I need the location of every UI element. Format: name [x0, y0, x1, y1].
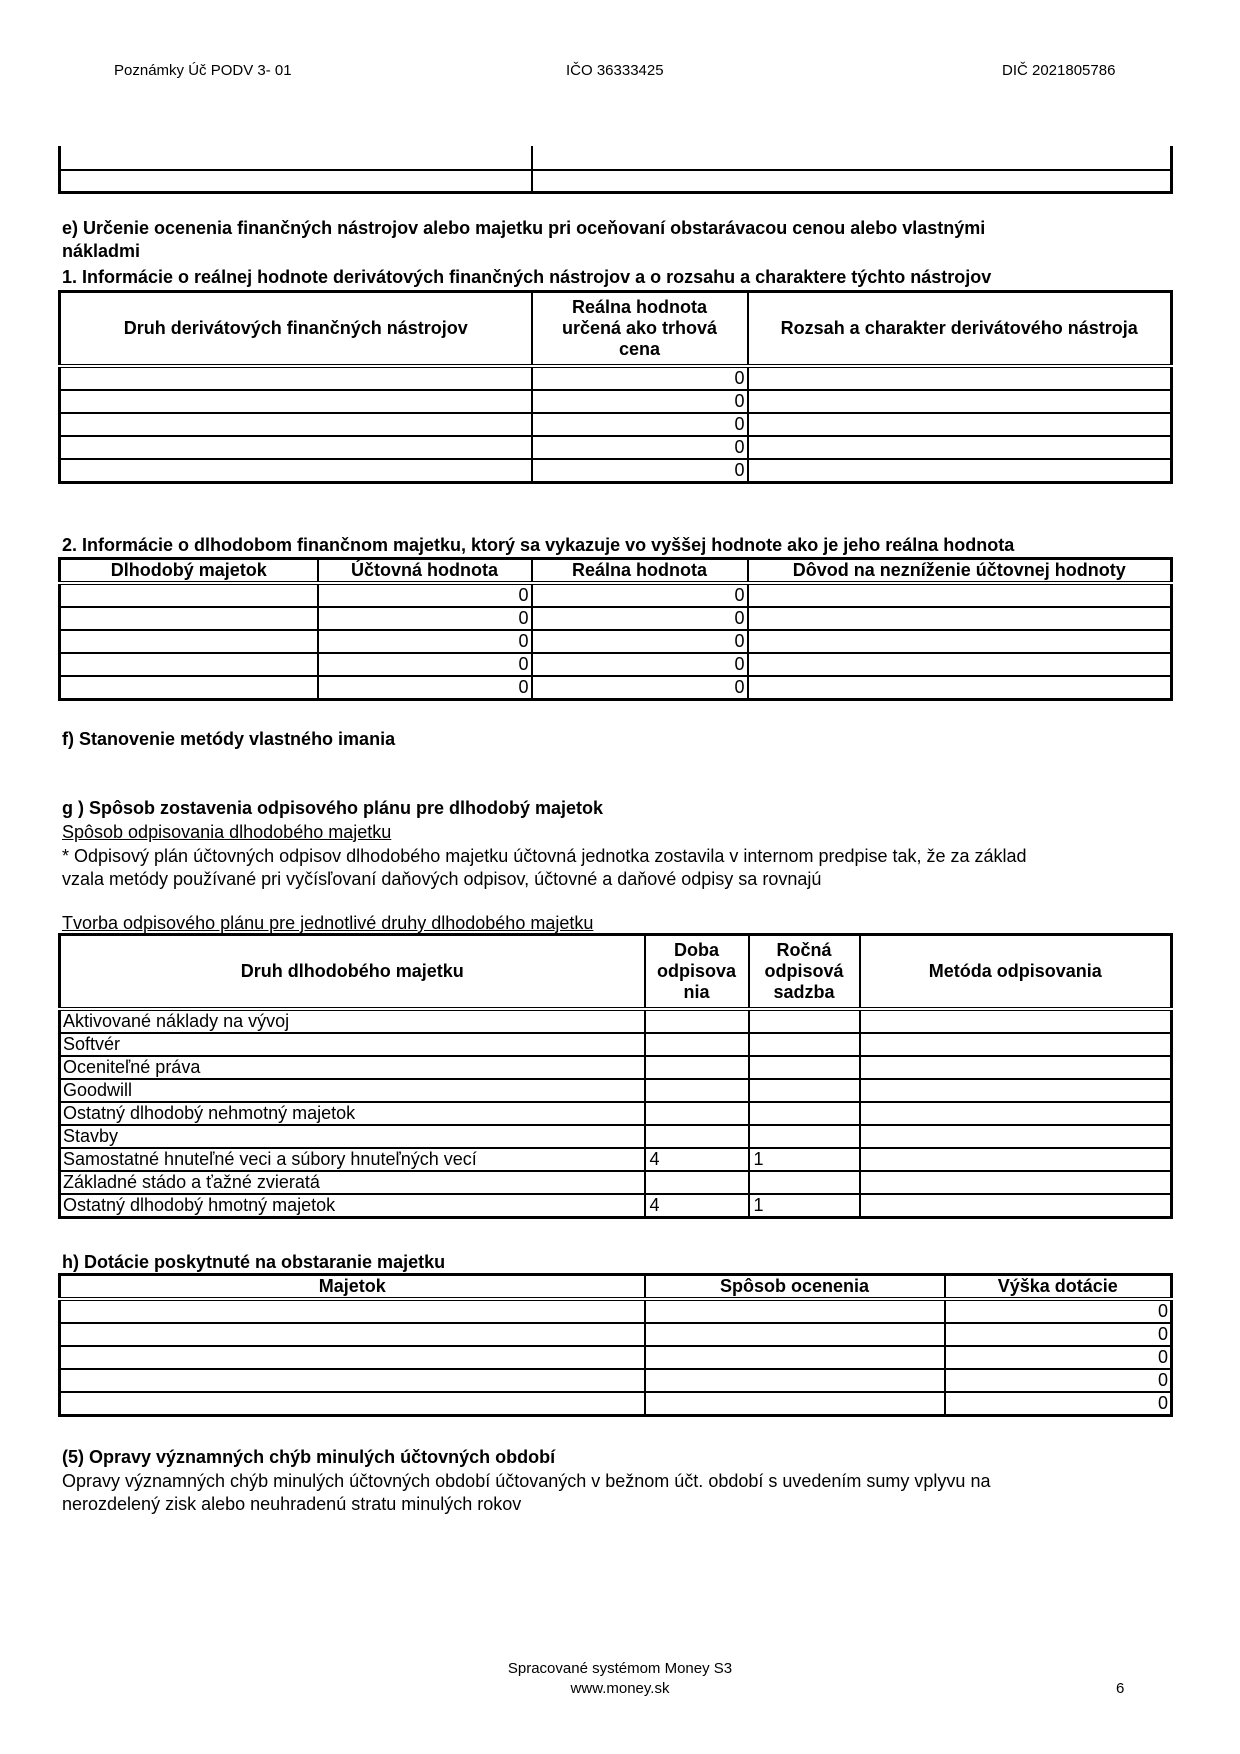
asset-type-cell: Stavby — [60, 1125, 645, 1148]
asset-type-cell: Ostatný dlhodobý nehmotný majetok — [60, 1102, 645, 1125]
table-row — [60, 1323, 1172, 1346]
value-cell: 0 — [945, 1392, 1172, 1416]
table-cell — [748, 653, 1172, 676]
table-cell — [532, 170, 1172, 193]
table-row — [60, 1102, 1172, 1125]
rate-cell — [749, 1125, 860, 1148]
section-e-title-line1: e) Určenie ocenenia finančných nástrojov alebo majetku pri oceňovaní obstarávacou cenou alebo vlastnými — [62, 218, 986, 238]
table-row — [60, 630, 1172, 653]
value-cell: 0 — [945, 1346, 1172, 1369]
value-cell: 0 — [532, 607, 748, 630]
table-cell — [748, 459, 1172, 483]
value-cell: 0 — [318, 653, 532, 676]
table-cell — [748, 607, 1172, 630]
method-cell — [860, 1079, 1172, 1102]
table-cell — [748, 413, 1172, 436]
value-cell: 0 — [945, 1369, 1172, 1392]
value-cell: 0 — [532, 366, 748, 390]
method-cell — [860, 1171, 1172, 1194]
method-cell — [860, 1056, 1172, 1079]
depreciation-table-caption: Tvorba odpisového plánu pre jednotlivé druhy dlhodobého majetku — [62, 913, 594, 933]
asset-type-cell: Samostatné hnuteľné veci a súbory hnuteľných vecí — [60, 1148, 645, 1171]
value-cell: 0 — [318, 630, 532, 653]
section-e-title-line2: nákladmi — [62, 241, 141, 261]
value-cell: 0 — [945, 1299, 1172, 1323]
column-header: Ročná odpisová sadzba — [749, 935, 860, 1009]
table-cell — [645, 1369, 945, 1392]
table-row — [60, 390, 1172, 413]
section-h-title: h) Dotácie poskytnuté na obstaranie majetku — [62, 1252, 446, 1272]
value-cell: 0 — [532, 583, 748, 607]
table-row — [60, 1392, 1172, 1416]
table-cell — [60, 170, 532, 193]
rate-cell — [749, 1171, 860, 1194]
header-document-code: Poznámky Úč PODV 3- 01 — [114, 62, 292, 79]
period-cell — [645, 1171, 749, 1194]
asset-type-cell: Goodwill — [60, 1079, 645, 1102]
asset-type-cell: Ostatný dlhodobý hmotný majetok — [60, 1194, 645, 1218]
method-cell — [860, 1009, 1172, 1033]
value-cell: 0 — [532, 436, 748, 459]
table-cell — [532, 146, 1172, 170]
table-cell — [60, 607, 318, 630]
table-cell — [748, 436, 1172, 459]
column-header: Druh derivátových finančných nástrojov — [60, 292, 532, 366]
table-row — [60, 1056, 1172, 1079]
table-cell — [60, 1346, 645, 1369]
table-row — [60, 1171, 1172, 1194]
section-5-title: (5) Opravy významných chýb minulých účtovných období — [62, 1447, 556, 1467]
value-cell: 0 — [318, 583, 532, 607]
rate-cell — [749, 1102, 860, 1125]
period-cell: 4 — [645, 1148, 749, 1171]
table-row — [60, 1148, 1172, 1171]
column-header: Reálna hodnota — [532, 559, 748, 584]
column-header: Dôvod na nezníženie účtovnej hodnoty — [748, 559, 1172, 584]
section-f-title: f) Stanovenie metódy vlastného imania — [62, 729, 396, 749]
table-cell — [60, 1323, 645, 1346]
asset-type-cell: Softvér — [60, 1033, 645, 1056]
table-row — [60, 459, 1172, 483]
column-header: Rozsah a charakter derivátového nástroja — [748, 292, 1172, 366]
section-5-text-line2: nerozdelený zisk alebo neuhradenú stratu minulých rokov — [62, 1494, 522, 1514]
footer-processed-by: Spracované systémom Money S3 — [507, 1660, 733, 1677]
period-cell — [645, 1125, 749, 1148]
period-cell — [645, 1079, 749, 1102]
period-cell — [645, 1009, 749, 1033]
table-row — [60, 1125, 1172, 1148]
table-row — [60, 676, 1172, 700]
table-cell — [645, 1299, 945, 1323]
table-row — [60, 1369, 1172, 1392]
section-g-text-line2: vzala metódy používané pri vyčísľovaní daňových odpisov, účtovné a daňové odpisy sa rovnajú — [62, 869, 822, 889]
table-cell — [748, 366, 1172, 390]
long-term-financial-assets-table — [58, 557, 1173, 701]
table-row — [60, 1009, 1172, 1033]
footer-website: www.money.sk — [570, 1680, 670, 1697]
subsidies-table — [58, 1273, 1173, 1417]
column-header: Účtovná hodnota — [318, 559, 532, 584]
table-cell — [748, 630, 1172, 653]
rate-cell: 1 — [749, 1194, 860, 1218]
page-number: 6 — [1116, 1680, 1125, 1697]
value-cell: 0 — [945, 1323, 1172, 1346]
value-cell: 0 — [532, 630, 748, 653]
column-header: Metóda odpisovania — [860, 935, 1172, 1009]
table-cell — [60, 630, 318, 653]
period-cell: 4 — [645, 1194, 749, 1218]
table-row — [60, 1299, 1172, 1323]
table-cell — [60, 1369, 645, 1392]
table-cell — [748, 390, 1172, 413]
rate-cell: 1 — [749, 1148, 860, 1171]
table-cell — [60, 1392, 645, 1416]
value-cell: 0 — [318, 676, 532, 700]
table-cell — [60, 459, 532, 483]
table-cell — [645, 1392, 945, 1416]
column-header: Spôsob ocenenia — [645, 1275, 945, 1300]
table-cell — [60, 653, 318, 676]
rate-cell — [749, 1009, 860, 1033]
table-cell — [645, 1346, 945, 1369]
column-header: Doba odpisova nia — [645, 935, 749, 1009]
table-row — [60, 607, 1172, 630]
rate-cell — [749, 1079, 860, 1102]
section-e-sub2-title: 2. Informácie o dlhodobom finančnom majetku, ktorý sa vykazuje vo vyššej hodnote ako je jeho reálna hodnota — [62, 535, 1015, 555]
method-cell — [860, 1102, 1172, 1125]
table-cell — [748, 583, 1172, 607]
period-cell — [645, 1033, 749, 1056]
table-cell — [60, 146, 532, 170]
continuation-table — [58, 146, 1173, 194]
value-cell: 0 — [532, 676, 748, 700]
table-cell — [60, 390, 532, 413]
column-header: Výška dotácie — [945, 1275, 1172, 1300]
column-header: Majetok — [60, 1275, 645, 1300]
header-ico: IČO 36333425 — [566, 62, 664, 79]
depreciation-plan-table — [58, 933, 1173, 1219]
rate-cell — [749, 1056, 860, 1079]
table-row — [60, 366, 1172, 390]
section-5-text-line1: Opravy významných chýb minulých účtovných období účtovaných v bežnom účt. období s uvedením sumy vplyvu na — [62, 1471, 991, 1491]
table-row — [60, 436, 1172, 459]
derivatives-table — [58, 290, 1173, 484]
table-row — [60, 1194, 1172, 1218]
table-row — [60, 583, 1172, 607]
section-g-subtitle: Spôsob odpisovania dlhodobého majetku — [62, 822, 392, 842]
header-dic: DIČ 2021805786 — [1002, 62, 1116, 79]
table-cell — [645, 1323, 945, 1346]
table-row — [60, 653, 1172, 676]
column-header: Dlhodobý majetok — [60, 559, 318, 584]
value-cell: 0 — [532, 390, 748, 413]
period-cell — [645, 1102, 749, 1125]
method-cell — [860, 1033, 1172, 1056]
table-cell — [60, 436, 532, 459]
value-cell: 0 — [532, 413, 748, 436]
asset-type-cell: Aktivované náklady na vývoj — [60, 1009, 645, 1033]
section-e-sub1-title: 1. Informácie o reálnej hodnote derivátových finančných nástrojov a o rozsahu a charaktere týchto nástrojov — [62, 267, 992, 287]
asset-type-cell: Základné stádo a ťažné zvieratá — [60, 1171, 645, 1194]
table-row — [60, 413, 1172, 436]
table-cell — [60, 676, 318, 700]
section-g-title: g ) Spôsob zostavenia odpisového plánu pre dlhodobý majetok — [62, 798, 604, 818]
table-cell — [60, 413, 532, 436]
value-cell: 0 — [532, 459, 748, 483]
method-cell — [860, 1125, 1172, 1148]
section-g-text-line1: * Odpisový plán účtovných odpisov dlhodobého majetku účtovná jednotka zostavila v internom predpise tak, že za základ — [62, 846, 1027, 866]
rate-cell — [749, 1033, 860, 1056]
value-cell: 0 — [532, 653, 748, 676]
method-cell — [860, 1148, 1172, 1171]
asset-type-cell: Oceniteľné práva — [60, 1056, 645, 1079]
method-cell — [860, 1194, 1172, 1218]
period-cell — [645, 1056, 749, 1079]
value-cell: 0 — [318, 607, 532, 630]
column-header: Reálna hodnota určená ako trhová cena — [532, 292, 748, 366]
table-cell — [748, 676, 1172, 700]
table-row — [60, 1346, 1172, 1369]
column-header: Druh dlhodobého majetku — [60, 935, 645, 1009]
table-cell — [60, 366, 532, 390]
table-row — [60, 1033, 1172, 1056]
table-cell — [60, 1299, 645, 1323]
table-row — [60, 1079, 1172, 1102]
table-cell — [60, 583, 318, 607]
